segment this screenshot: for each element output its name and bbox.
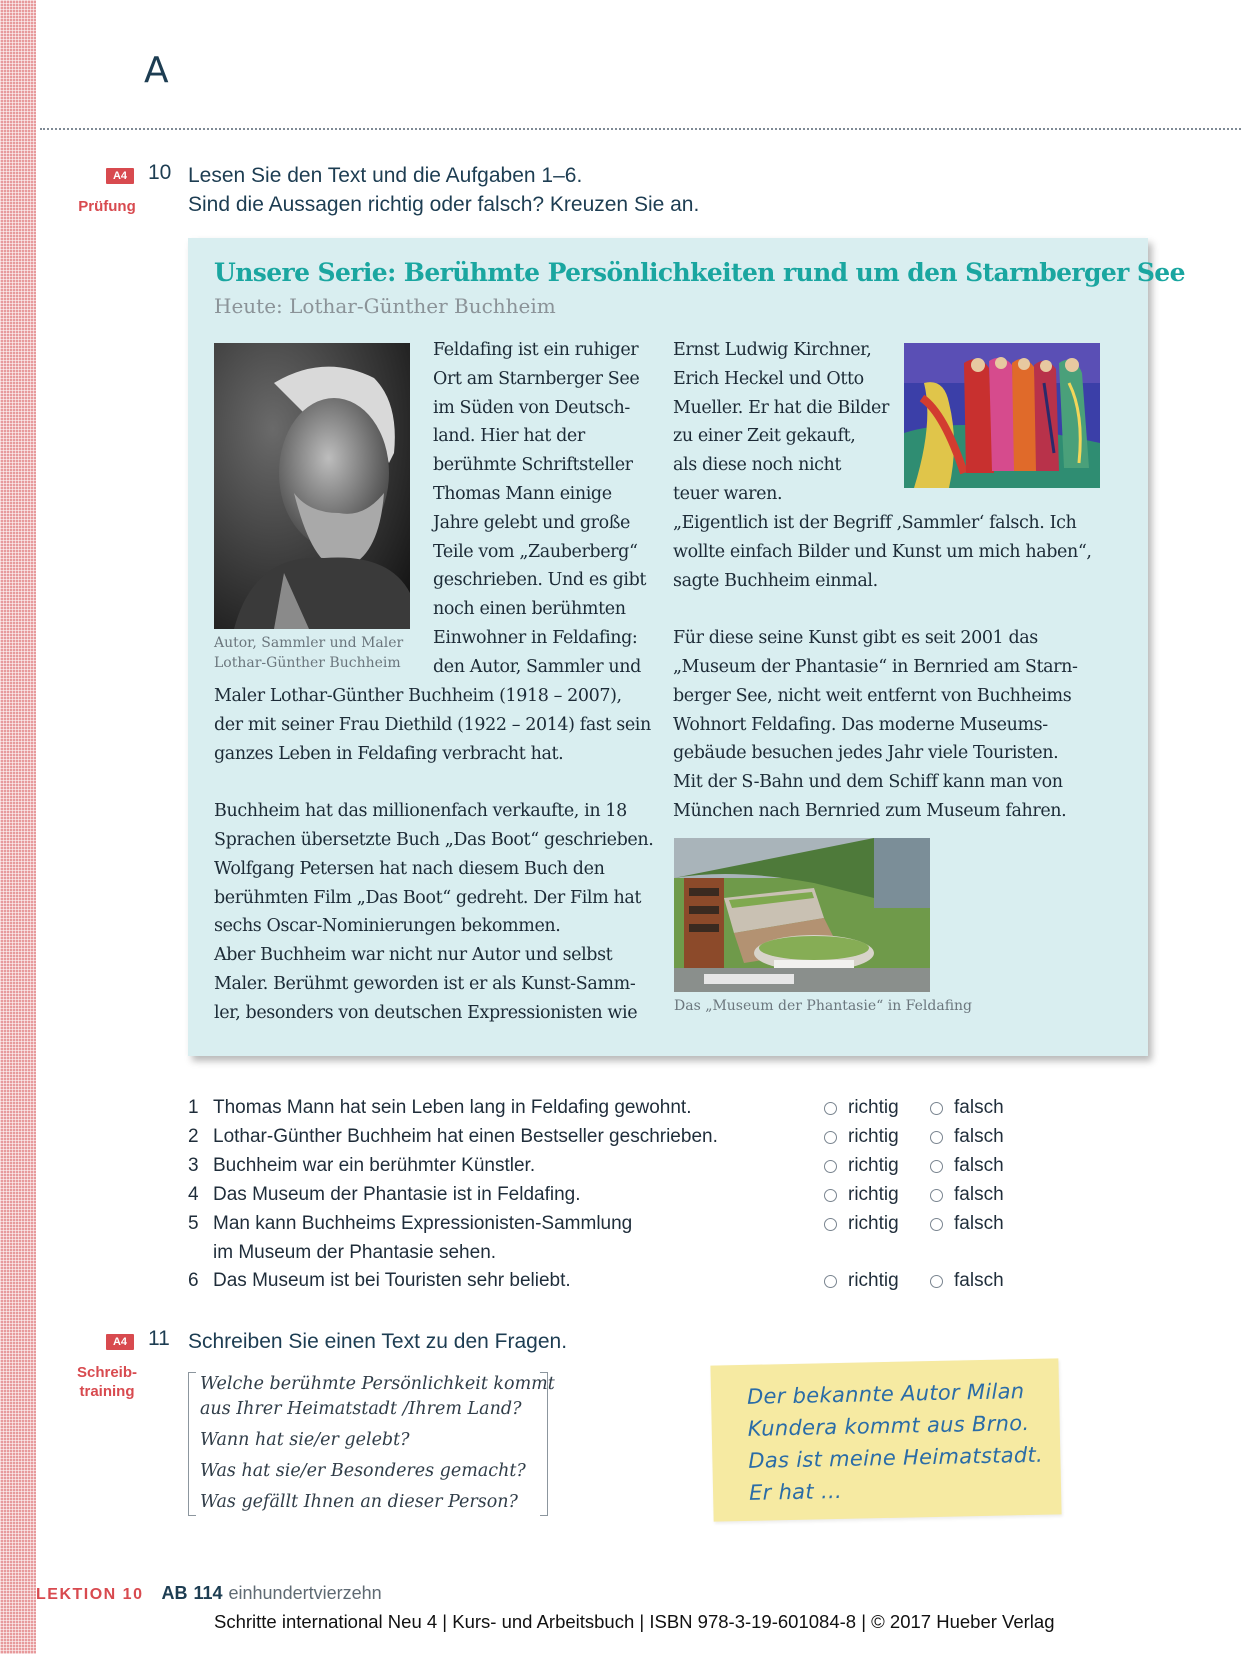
radio-circle-icon[interactable] xyxy=(824,1275,837,1288)
text-line: wollte einfach Bilder und Kunst um mich haben“, xyxy=(673,541,1092,562)
portrait-caption-line2: Lothar-Günther Buchheim xyxy=(214,655,401,671)
exercise-10-title-line1: Lesen Sie den Text und die Aufgaben 1–6. xyxy=(188,164,583,187)
exercise-11-badge: A4 xyxy=(106,1334,134,1350)
question-line: Welche berühmte Persönlichkeit kommt xyxy=(200,1374,555,1394)
option-label: falsch xyxy=(954,1184,1004,1205)
text-line: München nach Bernried zum Museum fahren. xyxy=(673,800,1067,821)
option-richtig[interactable] xyxy=(824,1126,899,1148)
text-line: berühmte Schriftsteller xyxy=(433,455,633,476)
question-line: Was gefällt Ihnen an dieser Person? xyxy=(200,1492,518,1512)
option-label: richtig xyxy=(848,1270,899,1291)
text-line: Thomas Mann einige xyxy=(433,483,612,504)
text-line: Mueller. Er hat die Bilder xyxy=(673,397,889,418)
statement-number: 6 xyxy=(188,1270,199,1291)
radio-circle-icon[interactable] xyxy=(824,1218,837,1231)
text-line: berühmten Film „Das Boot“ gedreht. Der Film hat xyxy=(214,887,641,908)
text-line: Ernst Ludwig Kirchner, xyxy=(673,340,872,360)
reading-text-box xyxy=(188,238,1185,1056)
text-line: teuer waren. xyxy=(673,483,783,504)
guiding-questions xyxy=(188,1372,555,1516)
text-line: sagte Buchheim einmal. xyxy=(673,570,878,591)
article-title: Unsere Serie: Berühmte Persönlichkeiten rund um den Starnberger See xyxy=(214,258,1185,287)
option-falsch[interactable] xyxy=(930,1126,1004,1148)
radio-circle-icon[interactable] xyxy=(824,1102,837,1115)
footer-lektion: LEKTION 10 xyxy=(36,1586,144,1603)
text-line: im Süden von Deutsch- xyxy=(433,397,630,418)
text-line: noch einen berühmten xyxy=(433,599,626,620)
exercise-10-title xyxy=(188,161,699,219)
radio-circle-icon[interactable] xyxy=(824,1160,837,1173)
statement-text: Buchheim war ein berühmter Künstler. xyxy=(213,1155,536,1176)
footer-credit: Schritte international Neu 4 | Kurs- und Arbeitsbuch | ISBN 978-3-19-601084-8 | © 2017 Hueber Verlag xyxy=(214,1611,1055,1632)
text-line: land. Hier hat der xyxy=(433,426,585,447)
option-label: falsch xyxy=(954,1126,1004,1147)
radio-circle-icon[interactable] xyxy=(930,1275,943,1288)
text-line: sechs Oscar-Nominierungen bekommen. xyxy=(214,916,561,937)
side-label-line2: training xyxy=(79,1383,135,1400)
option-label: falsch xyxy=(954,1213,1004,1234)
statement-text-continued: im Museum der Phantasie sehen. xyxy=(213,1242,497,1263)
text-line: Maler. Berühmt geworden ist er als Kunst-Samm- xyxy=(214,973,636,994)
note-line: Kundera kommt aus Brno. xyxy=(747,1410,1030,1441)
option-falsch[interactable] xyxy=(930,1155,1004,1177)
exercise-11-number: 11 xyxy=(148,1327,170,1350)
exercise-10-badge: A4 xyxy=(106,168,134,184)
note-line: Das ist meine Heimatstadt. xyxy=(748,1442,1044,1473)
text-line: ganzes Leben in Feldafing verbracht hat. xyxy=(214,743,564,764)
text-line: Wohnort Feldafing. Das moderne Museums- xyxy=(673,714,1048,735)
dotted-divider xyxy=(40,128,1241,130)
column1-narrow-text xyxy=(433,336,646,682)
radio-circle-icon[interactable] xyxy=(824,1131,837,1144)
example-sticky-note xyxy=(710,1358,1061,1521)
text-line xyxy=(673,595,1092,624)
text-line: gebäude besuchen jedes Jahr viele Touristen. xyxy=(673,743,1059,764)
statement-text: Thomas Mann hat sein Leben lang in Feldafing gewohnt. xyxy=(213,1097,692,1118)
radio-circle-icon[interactable] xyxy=(930,1160,943,1173)
option-label: falsch xyxy=(954,1097,1004,1118)
note-line: Der bekannte Autor Milan xyxy=(746,1379,1025,1409)
text-line: Einwohner in Feldafing: xyxy=(433,627,638,648)
expressionist-painting xyxy=(904,343,1100,488)
text-line: geschrieben. Und es gibt xyxy=(433,570,647,591)
text-line: Feldafing ist ein ruhiger xyxy=(433,340,639,360)
question-line: Was hat sie/er Besonderes gemacht? xyxy=(200,1461,526,1481)
option-label: richtig xyxy=(848,1155,899,1176)
text-line: ler, besonders von deutschen Expressionisten wie xyxy=(214,1002,638,1023)
text-line: Buchheim hat das millionenfach verkaufte, in 18 xyxy=(214,801,627,822)
option-richtig[interactable] xyxy=(824,1097,899,1119)
statement-number: 2 xyxy=(188,1126,199,1147)
text-line: als diese noch nicht xyxy=(673,455,842,476)
left-margin-stripe xyxy=(0,0,36,1654)
exercise-11-title: Schreiben Sie einen Text zu den Fragen. xyxy=(188,1330,568,1353)
option-richtig[interactable] xyxy=(824,1270,899,1292)
column2-narrow-text xyxy=(673,336,889,509)
radio-circle-icon[interactable] xyxy=(930,1102,943,1115)
text-line: Jahre gelebt und große xyxy=(433,512,630,533)
exercise-11-side-label xyxy=(70,1363,144,1401)
article-subtitle: Heute: Lothar-Günther Buchheim xyxy=(214,294,556,318)
question-line: aus Ihrer Heimatstadt /Ihrem Land? xyxy=(200,1399,522,1419)
text-line: Mit der S-Bahn und dem Schiff kann man von xyxy=(673,772,1063,793)
statement-number: 1 xyxy=(188,1097,199,1118)
option-label: falsch xyxy=(954,1155,1004,1176)
text-line: Teile vom „Zauberberg“ xyxy=(433,541,638,562)
page-footer xyxy=(36,1583,382,1604)
text-line: „Eigentlich ist der Begriff ‚Sammler‘ falsch. Ich xyxy=(673,513,1077,533)
text-line: Für diese seine Kunst gibt es seit 2001 das xyxy=(673,628,1038,649)
text-line: „Museum der Phantasie“ in Bernried am Starn- xyxy=(673,656,1078,677)
statement-text: Lothar-Günther Buchheim hat einen Bestseller geschrieben. xyxy=(213,1126,718,1147)
option-richtig[interactable] xyxy=(824,1184,899,1206)
portrait-photo xyxy=(214,343,410,629)
statement-text: Das Museum der Phantasie ist in Feldafing. xyxy=(213,1184,581,1205)
option-falsch[interactable] xyxy=(930,1270,1004,1292)
museum-photo xyxy=(674,838,930,992)
exercise-10-title-line2: Sind die Aussagen richtig oder falsch? Kreuzen Sie an. xyxy=(188,193,700,216)
text-line xyxy=(214,768,653,797)
portrait-caption-line1: Autor, Sammler und Maler xyxy=(214,635,404,651)
statement-text: Man kann Buchheims Expressionisten-Sammlung xyxy=(213,1213,633,1234)
option-label: richtig xyxy=(848,1097,899,1118)
option-falsch[interactable] xyxy=(930,1097,1004,1119)
bracket-left xyxy=(188,1372,196,1516)
text-line: den Autor, Sammler und xyxy=(433,656,641,677)
statement-number: 3 xyxy=(188,1155,199,1176)
column2-wide-text xyxy=(673,509,1092,826)
option-label: falsch xyxy=(954,1270,1004,1291)
option-label: richtig xyxy=(848,1184,899,1205)
statement-number: 5 xyxy=(188,1213,199,1234)
text-line: Erich Heckel und Otto xyxy=(673,368,864,389)
exercise-10-number: 10 xyxy=(148,161,172,184)
text-line: zu einer Zeit gekauft, xyxy=(673,426,856,447)
option-richtig[interactable] xyxy=(824,1155,899,1177)
text-line: Wolfgang Petersen hat nach diesem Buch den xyxy=(214,858,605,879)
column1-wide-text xyxy=(214,682,653,1028)
radio-circle-icon[interactable] xyxy=(824,1189,837,1202)
radio-circle-icon[interactable] xyxy=(930,1218,943,1231)
text-line: Aber Buchheim war nicht nur Autor und selbst xyxy=(214,945,613,966)
museum-caption: Das „Museum der Phantasie“ in Feldafing xyxy=(674,998,973,1014)
option-label: richtig xyxy=(848,1213,899,1234)
exercise-10-side-label: Prüfung xyxy=(78,198,136,215)
text-line: Maler Lothar-Günther Buchheim (1918 – 2007), xyxy=(214,686,622,706)
footer-page-word: einhundertvierzehn xyxy=(228,1583,382,1603)
statement-number: 4 xyxy=(188,1184,199,1205)
side-label-line1: Schreib- xyxy=(76,1364,137,1381)
question-line: Wann hat sie/er gelebt? xyxy=(200,1430,410,1450)
text-line: berger See, nicht weit entfernt von Buchheims xyxy=(673,685,1072,706)
option-falsch[interactable] xyxy=(930,1184,1004,1206)
option-falsch[interactable] xyxy=(930,1213,1004,1235)
footer-page-number: 114 xyxy=(193,1583,223,1603)
section-letter: A xyxy=(144,50,169,91)
text-line: der mit seiner Frau Diethild (1922 – 2014) fast sein xyxy=(214,714,651,735)
radio-circle-icon[interactable] xyxy=(930,1189,943,1202)
option-richtig[interactable] xyxy=(824,1213,899,1235)
text-line: Sprachen übersetzte Buch „Das Boot“ geschrieben. xyxy=(214,829,654,850)
text-line: Ort am Starnberger See xyxy=(433,368,640,389)
footer-ab: AB xyxy=(161,1583,188,1603)
radio-circle-icon[interactable] xyxy=(930,1131,943,1144)
note-line: Er hat … xyxy=(748,1478,843,1505)
statement-text: Das Museum ist bei Touristen sehr beliebt. xyxy=(213,1270,571,1291)
portrait-caption xyxy=(214,633,403,673)
option-label: richtig xyxy=(848,1126,899,1147)
